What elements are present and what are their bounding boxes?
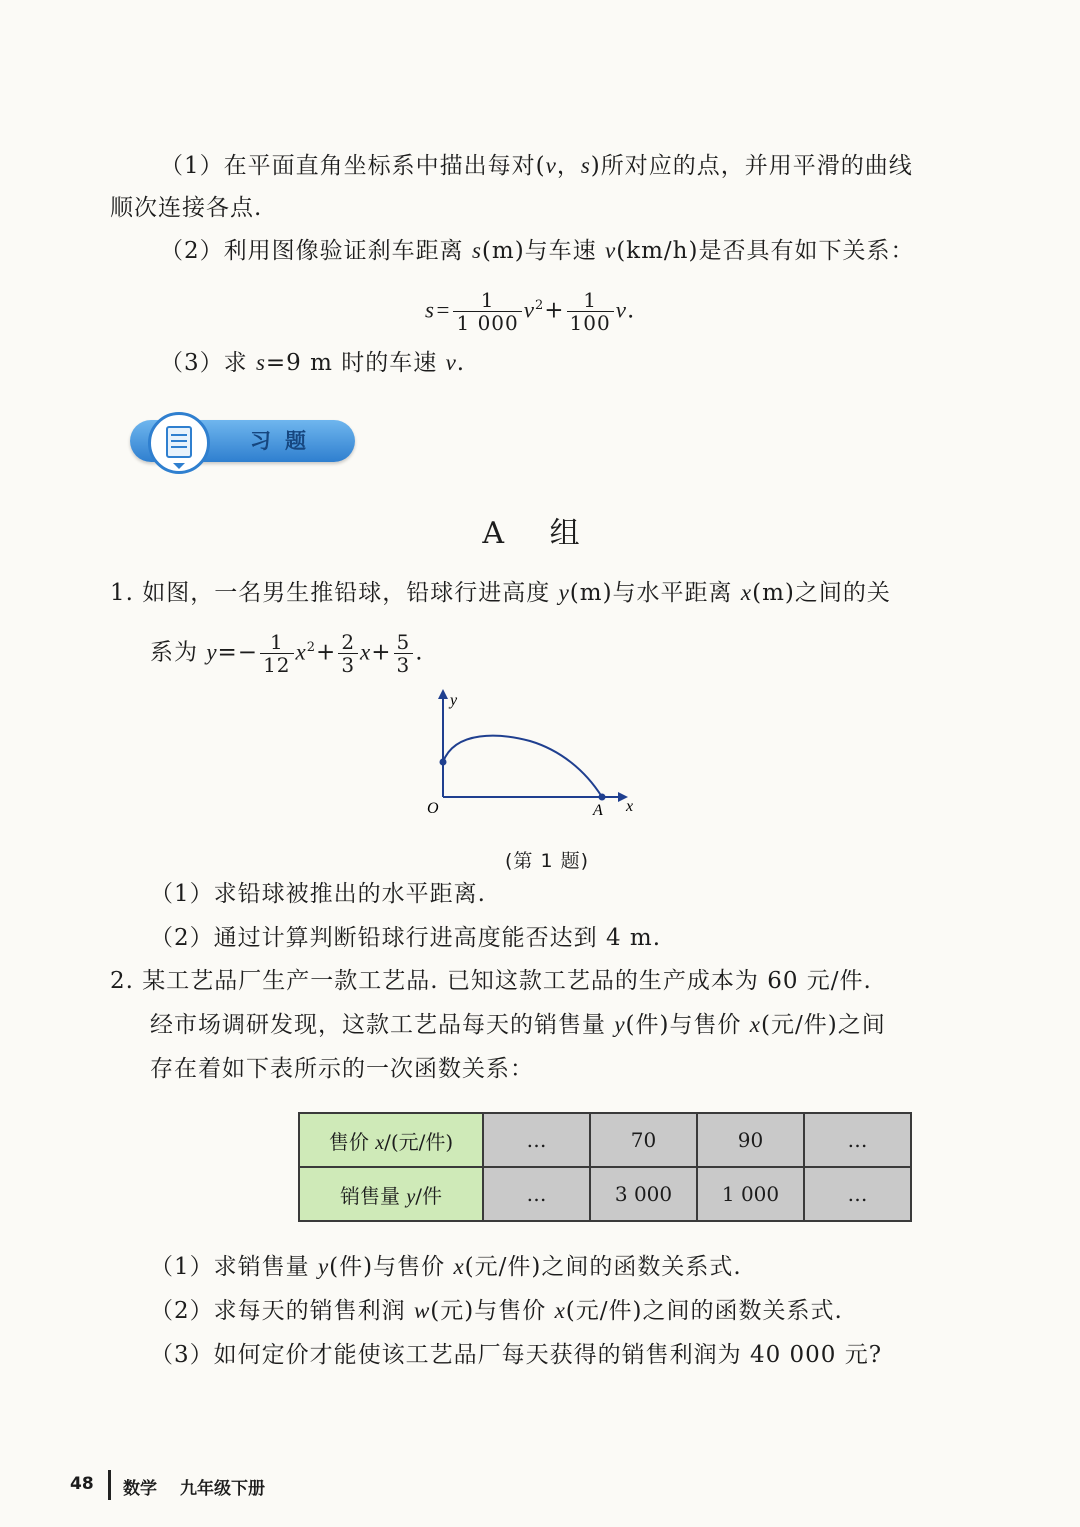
p1-sub2: （2）通过计算判断铅球行进高度能否达到 4 m. bbox=[150, 925, 662, 951]
fraction: $\frac{1}{1 000}$ bbox=[453, 289, 521, 334]
table-cell: … bbox=[804, 1113, 911, 1167]
fraction: $\frac{1}{12}$ bbox=[260, 631, 293, 676]
table-row bbox=[299, 1113, 911, 1167]
p2-line3: 存在着如下表所示的一次函数关系： bbox=[150, 1056, 534, 1082]
exercise-banner bbox=[110, 412, 355, 468]
table-header-sales: 销售量 y/件 bbox=[299, 1167, 483, 1221]
q3-line: （3）求 s=9 m 时的车速 v. bbox=[160, 350, 466, 376]
table-cell: … bbox=[483, 1167, 590, 1221]
price-sales-table bbox=[298, 1112, 912, 1222]
point-a-label: A bbox=[593, 802, 603, 819]
table-cell: 1 000 bbox=[697, 1167, 804, 1221]
origin-label: O bbox=[427, 800, 439, 817]
y-axis-arrow bbox=[438, 689, 448, 699]
table-header-price: 售价 x/(元/件) bbox=[299, 1113, 483, 1167]
table-row bbox=[299, 1167, 911, 1221]
y-axis-label: y bbox=[450, 692, 458, 709]
q1-line2: 顺次连接各点. bbox=[110, 195, 263, 221]
p2-line2: 经市场调研发现，这款工艺品每天的销售量 y(件)与售价 x(元/件)之间 bbox=[150, 1012, 886, 1038]
p2-line1: 2. 某工艺品厂生产一款工艺品. 已知这款工艺品的生产成本为 60 元/件. bbox=[110, 968, 872, 994]
fraction: $\frac{2}{3}$ bbox=[338, 631, 358, 676]
start-point bbox=[440, 759, 447, 766]
group-heading: A 组 bbox=[482, 516, 598, 551]
fraction: $\frac{1}{100}$ bbox=[567, 289, 614, 334]
figure-caption: (第 1 题) bbox=[505, 850, 589, 872]
page-number: 48 bbox=[70, 1474, 94, 1494]
shot-put-figure bbox=[420, 685, 650, 820]
trajectory-curve bbox=[443, 736, 602, 797]
p1-sub1: （1）求铅球被推出的水平距离. bbox=[150, 881, 486, 907]
x-axis-label: x bbox=[626, 798, 634, 815]
q2-line: （2）利用图像验证刹车距离 s(m)与车速 v(km/h)是否具有如下关系： bbox=[160, 238, 915, 264]
notebook-icon bbox=[148, 412, 210, 474]
table-cell: 70 bbox=[590, 1113, 697, 1167]
banner-label: 习题 bbox=[250, 429, 320, 453]
table-cell: 90 bbox=[697, 1113, 804, 1167]
braking-formula: s= $\frac{1}{1 000}$ $v^2+$ $\frac{1}{100}$ v. bbox=[425, 288, 636, 336]
volume-label: 九年级下册 bbox=[180, 1479, 265, 1499]
table-cell: … bbox=[483, 1113, 590, 1167]
p1-equation: 系为 y=− $\frac{1}{12}$ $x^2+$ $\frac{2}{3}$ x+ $\frac{5}{3}$ . bbox=[150, 630, 424, 678]
p1-line1: 1. 如图，一名男生推铅球，铅球行进高度 y(m)与水平距离 x(m)之间的关 bbox=[110, 580, 891, 606]
point-a bbox=[599, 794, 606, 801]
p2-sub2: （2）求每天的销售利润 w(元)与售价 x(元/件)之间的函数关系式. bbox=[150, 1298, 843, 1324]
fraction: $\frac{5}{3}$ bbox=[394, 631, 414, 676]
p2-sub1: （1）求销售量 y(件)与售价 x(元/件)之间的函数关系式. bbox=[150, 1254, 742, 1280]
p2-sub3: （3）如何定价才能使该工艺品厂每天获得的销售利润为 40 000 元? bbox=[150, 1342, 883, 1368]
footer-divider bbox=[108, 1470, 111, 1500]
table-cell: 3 000 bbox=[590, 1167, 697, 1221]
subject-label: 数学 bbox=[123, 1479, 157, 1499]
table-cell: … bbox=[804, 1167, 911, 1221]
q1-line1: （1）在平面直角坐标系中描出每对(v，s)所对应的点，并用平滑的曲线 bbox=[160, 153, 913, 179]
